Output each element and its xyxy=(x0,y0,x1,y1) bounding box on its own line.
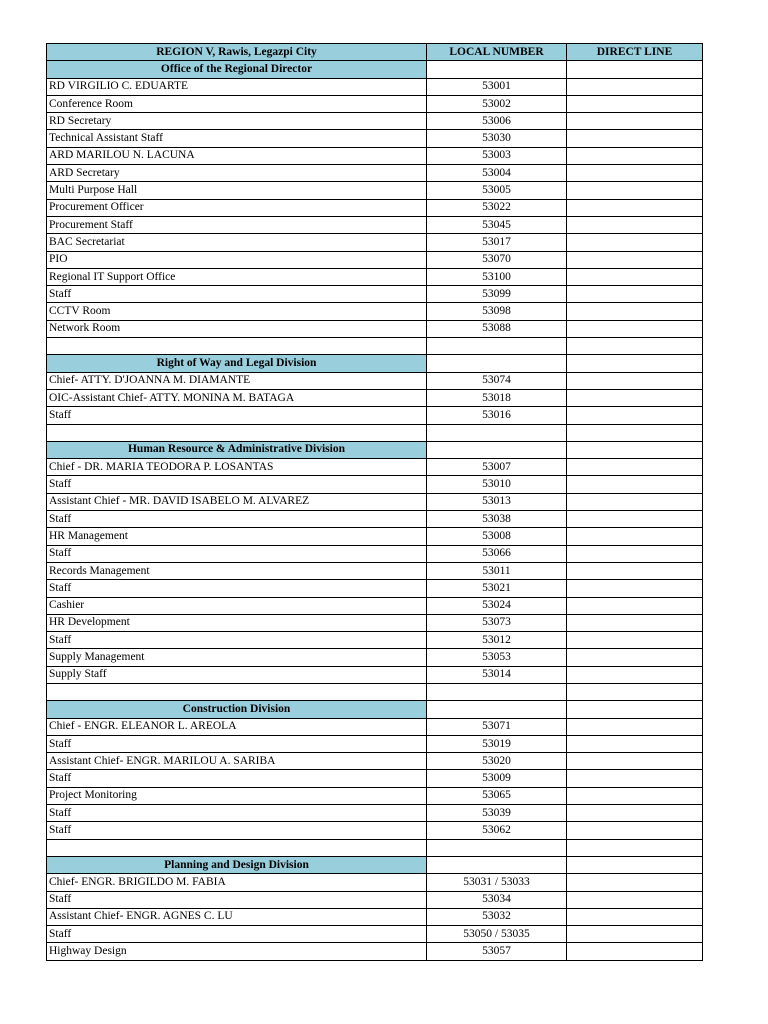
spacer-row xyxy=(47,839,703,856)
office-name: Procurement Staff xyxy=(47,216,427,233)
local-number: 53011 xyxy=(427,562,567,579)
local-number: 53006 xyxy=(427,113,567,130)
region-title: REGION V, Rawis, Legazpi City xyxy=(47,44,427,61)
office-name: RD Secretary xyxy=(47,113,427,130)
office-name: PIO xyxy=(47,251,427,268)
office-name: Staff xyxy=(47,926,427,943)
table-row xyxy=(47,926,703,943)
direct-line xyxy=(567,78,703,95)
office-name: Staff xyxy=(47,632,427,649)
direct-line xyxy=(567,666,703,683)
direct-line xyxy=(567,165,703,182)
local-number: 53008 xyxy=(427,528,567,545)
directory-body xyxy=(47,61,703,960)
office-name: Technical Assistant Staff xyxy=(47,130,427,147)
office-name: Staff xyxy=(47,286,427,303)
table-row xyxy=(47,614,703,631)
direct-line xyxy=(567,580,703,597)
table-row xyxy=(47,735,703,752)
direct-line xyxy=(567,130,703,147)
office-name: ARD MARILOU N. LACUNA xyxy=(47,147,427,164)
direct-line xyxy=(567,822,703,839)
local-number: 53016 xyxy=(427,407,567,424)
table-row xyxy=(47,874,703,891)
office-name: Assistant Chief - MR. DAVID ISABELO M. ALVAREZ xyxy=(47,493,427,510)
local-number: 53039 xyxy=(427,805,567,822)
section-local-cell xyxy=(427,856,567,873)
table-row xyxy=(47,632,703,649)
office-name: Assistant Chief- ENGR. AGNES C. LU xyxy=(47,908,427,925)
office-name: OIC-Assistant Chief- ATTY. MONINA M. BATAGA xyxy=(47,389,427,406)
spacer-cell xyxy=(567,424,703,441)
direct-line xyxy=(567,372,703,389)
table-row xyxy=(47,528,703,545)
table-row xyxy=(47,545,703,562)
table-row xyxy=(47,666,703,683)
section-direct-cell xyxy=(567,355,703,372)
table-row xyxy=(47,182,703,199)
direct-line xyxy=(567,943,703,960)
local-number: 53057 xyxy=(427,943,567,960)
direct-line xyxy=(567,216,703,233)
office-name: Staff xyxy=(47,770,427,787)
table-row xyxy=(47,389,703,406)
table-row xyxy=(47,147,703,164)
table-row xyxy=(47,95,703,112)
local-number-header: LOCAL NUMBER xyxy=(427,44,567,61)
spacer-cell xyxy=(567,683,703,700)
local-number: 53098 xyxy=(427,303,567,320)
direct-line xyxy=(567,95,703,112)
direct-line xyxy=(567,286,703,303)
direct-line xyxy=(567,614,703,631)
local-number: 53065 xyxy=(427,787,567,804)
office-name: Staff xyxy=(47,476,427,493)
table-row xyxy=(47,891,703,908)
direct-line xyxy=(567,459,703,476)
direct-line xyxy=(567,147,703,164)
spacer-cell xyxy=(427,424,567,441)
local-number: 53013 xyxy=(427,493,567,510)
office-name: Cashier xyxy=(47,597,427,614)
office-name: Staff xyxy=(47,822,427,839)
table-row xyxy=(47,165,703,182)
table-row xyxy=(47,268,703,285)
direct-line xyxy=(567,476,703,493)
table-row xyxy=(47,320,703,337)
direct-line xyxy=(567,908,703,925)
office-name: RD VIRGILIO C. EDUARTE xyxy=(47,78,427,95)
local-number: 53050 / 53035 xyxy=(427,926,567,943)
local-number: 53020 xyxy=(427,753,567,770)
local-number: 53001 xyxy=(427,78,567,95)
spacer-cell xyxy=(47,839,427,856)
section-title: Planning and Design Division xyxy=(47,856,427,873)
local-number: 53070 xyxy=(427,251,567,268)
direct-line xyxy=(567,528,703,545)
direct-line xyxy=(567,735,703,752)
section-local-cell xyxy=(427,355,567,372)
local-number: 53088 xyxy=(427,320,567,337)
table-row xyxy=(47,597,703,614)
direct-line xyxy=(567,753,703,770)
section-title: Human Resource & Administrative Division xyxy=(47,441,427,458)
direct-line xyxy=(567,320,703,337)
direct-line xyxy=(567,597,703,614)
section-direct-cell xyxy=(567,61,703,78)
direct-line xyxy=(567,493,703,510)
table-row xyxy=(47,805,703,822)
office-name: Project Monitoring xyxy=(47,787,427,804)
direct-line xyxy=(567,718,703,735)
local-number: 53066 xyxy=(427,545,567,562)
direct-line xyxy=(567,234,703,251)
table-row xyxy=(47,130,703,147)
table-row xyxy=(47,372,703,389)
local-number: 53022 xyxy=(427,199,567,216)
local-number: 53034 xyxy=(427,891,567,908)
local-number: 53032 xyxy=(427,908,567,925)
local-number: 53007 xyxy=(427,459,567,476)
table-row xyxy=(47,718,703,735)
section-header-row xyxy=(47,355,703,372)
section-header-row xyxy=(47,441,703,458)
table-row xyxy=(47,753,703,770)
local-number: 53062 xyxy=(427,822,567,839)
office-name: Multi Purpose Hall xyxy=(47,182,427,199)
spacer-row xyxy=(47,683,703,700)
direct-line xyxy=(567,251,703,268)
office-name: Assistant Chief- ENGR. MARILOU A. SARIBA xyxy=(47,753,427,770)
section-title: Office of the Regional Director xyxy=(47,61,427,78)
office-name: ARD Secretary xyxy=(47,165,427,182)
office-name: Staff xyxy=(47,805,427,822)
spacer-cell xyxy=(427,338,567,355)
direct-line xyxy=(567,113,703,130)
spacer-cell xyxy=(567,338,703,355)
office-name: Chief - ENGR. ELEANOR L. AREOLA xyxy=(47,718,427,735)
section-header-row xyxy=(47,701,703,718)
direct-line xyxy=(567,268,703,285)
table-row xyxy=(47,199,703,216)
section-header-row xyxy=(47,856,703,873)
table-row xyxy=(47,493,703,510)
office-name: Highway Design xyxy=(47,943,427,960)
table-row xyxy=(47,234,703,251)
table-row xyxy=(47,476,703,493)
office-name: Staff xyxy=(47,891,427,908)
direct-line xyxy=(567,389,703,406)
section-local-cell xyxy=(427,701,567,718)
table-row xyxy=(47,251,703,268)
office-name: Conference Room xyxy=(47,95,427,112)
direct-line-header: DIRECT LINE xyxy=(567,44,703,61)
section-header-row xyxy=(47,61,703,78)
office-name: Chief- ATTY. D'JOANNA M. DIAMANTE xyxy=(47,372,427,389)
direct-line xyxy=(567,303,703,320)
direct-line xyxy=(567,874,703,891)
spacer-row xyxy=(47,338,703,355)
spacer-cell xyxy=(47,424,427,441)
spacer-row xyxy=(47,424,703,441)
table-row xyxy=(47,216,703,233)
local-number: 53002 xyxy=(427,95,567,112)
direct-line xyxy=(567,562,703,579)
office-name: Supply Management xyxy=(47,649,427,666)
office-name: Procurement Officer xyxy=(47,199,427,216)
section-direct-cell xyxy=(567,701,703,718)
table-row xyxy=(47,908,703,925)
local-number: 53031 / 53033 xyxy=(427,874,567,891)
local-number: 53019 xyxy=(427,735,567,752)
local-number: 53053 xyxy=(427,649,567,666)
local-number: 53017 xyxy=(427,234,567,251)
local-number: 53100 xyxy=(427,268,567,285)
section-title: Right of Way and Legal Division xyxy=(47,355,427,372)
section-title: Construction Division xyxy=(47,701,427,718)
table-row xyxy=(47,580,703,597)
section-direct-cell xyxy=(567,856,703,873)
table-row xyxy=(47,822,703,839)
local-number: 53005 xyxy=(427,182,567,199)
local-number: 53038 xyxy=(427,511,567,528)
direct-line xyxy=(567,407,703,424)
office-name: Regional IT Support Office xyxy=(47,268,427,285)
section-direct-cell xyxy=(567,441,703,458)
spacer-cell xyxy=(427,683,567,700)
direct-line xyxy=(567,805,703,822)
local-number: 53014 xyxy=(427,666,567,683)
office-name: Staff xyxy=(47,735,427,752)
table-row xyxy=(47,459,703,476)
header-row xyxy=(47,44,703,61)
office-name: Staff xyxy=(47,407,427,424)
office-name: Chief - DR. MARIA TEODORA P. LOSANTAS xyxy=(47,459,427,476)
direct-line xyxy=(567,199,703,216)
direct-line xyxy=(567,632,703,649)
local-number: 53021 xyxy=(427,580,567,597)
office-name: Network Room xyxy=(47,320,427,337)
direct-line xyxy=(567,545,703,562)
local-number: 53010 xyxy=(427,476,567,493)
office-name: Staff xyxy=(47,580,427,597)
direct-line xyxy=(567,649,703,666)
table-row xyxy=(47,407,703,424)
office-name: Chief- ENGR. BRIGILDO M. FABIA xyxy=(47,874,427,891)
direct-line xyxy=(567,891,703,908)
section-local-cell xyxy=(427,441,567,458)
table-row xyxy=(47,943,703,960)
direct-line xyxy=(567,926,703,943)
table-row xyxy=(47,649,703,666)
office-name: CCTV Room xyxy=(47,303,427,320)
office-name: Records Management xyxy=(47,562,427,579)
direct-line xyxy=(567,182,703,199)
local-number: 53073 xyxy=(427,614,567,631)
direct-line xyxy=(567,770,703,787)
office-name: Staff xyxy=(47,545,427,562)
office-name: BAC Secretariat xyxy=(47,234,427,251)
table-row xyxy=(47,562,703,579)
spacer-cell xyxy=(427,839,567,856)
table-row xyxy=(47,78,703,95)
section-local-cell xyxy=(427,61,567,78)
table-row xyxy=(47,770,703,787)
local-number: 53099 xyxy=(427,286,567,303)
local-number: 53003 xyxy=(427,147,567,164)
table-row xyxy=(47,303,703,320)
office-name: Staff xyxy=(47,511,427,528)
local-number: 53009 xyxy=(427,770,567,787)
local-number: 53012 xyxy=(427,632,567,649)
table-row xyxy=(47,511,703,528)
local-number: 53074 xyxy=(427,372,567,389)
local-number: 53045 xyxy=(427,216,567,233)
local-number: 53004 xyxy=(427,165,567,182)
local-number: 53030 xyxy=(427,130,567,147)
local-number: 53071 xyxy=(427,718,567,735)
direct-line xyxy=(567,511,703,528)
directory-table xyxy=(46,43,703,961)
table-row xyxy=(47,113,703,130)
direct-line xyxy=(567,787,703,804)
office-name: HR Management xyxy=(47,528,427,545)
local-number: 53018 xyxy=(427,389,567,406)
office-name: Supply Staff xyxy=(47,666,427,683)
local-number: 53024 xyxy=(427,597,567,614)
spacer-cell xyxy=(47,683,427,700)
office-name: HR Development xyxy=(47,614,427,631)
spacer-cell xyxy=(47,338,427,355)
spacer-cell xyxy=(567,839,703,856)
table-row xyxy=(47,286,703,303)
table-row xyxy=(47,787,703,804)
